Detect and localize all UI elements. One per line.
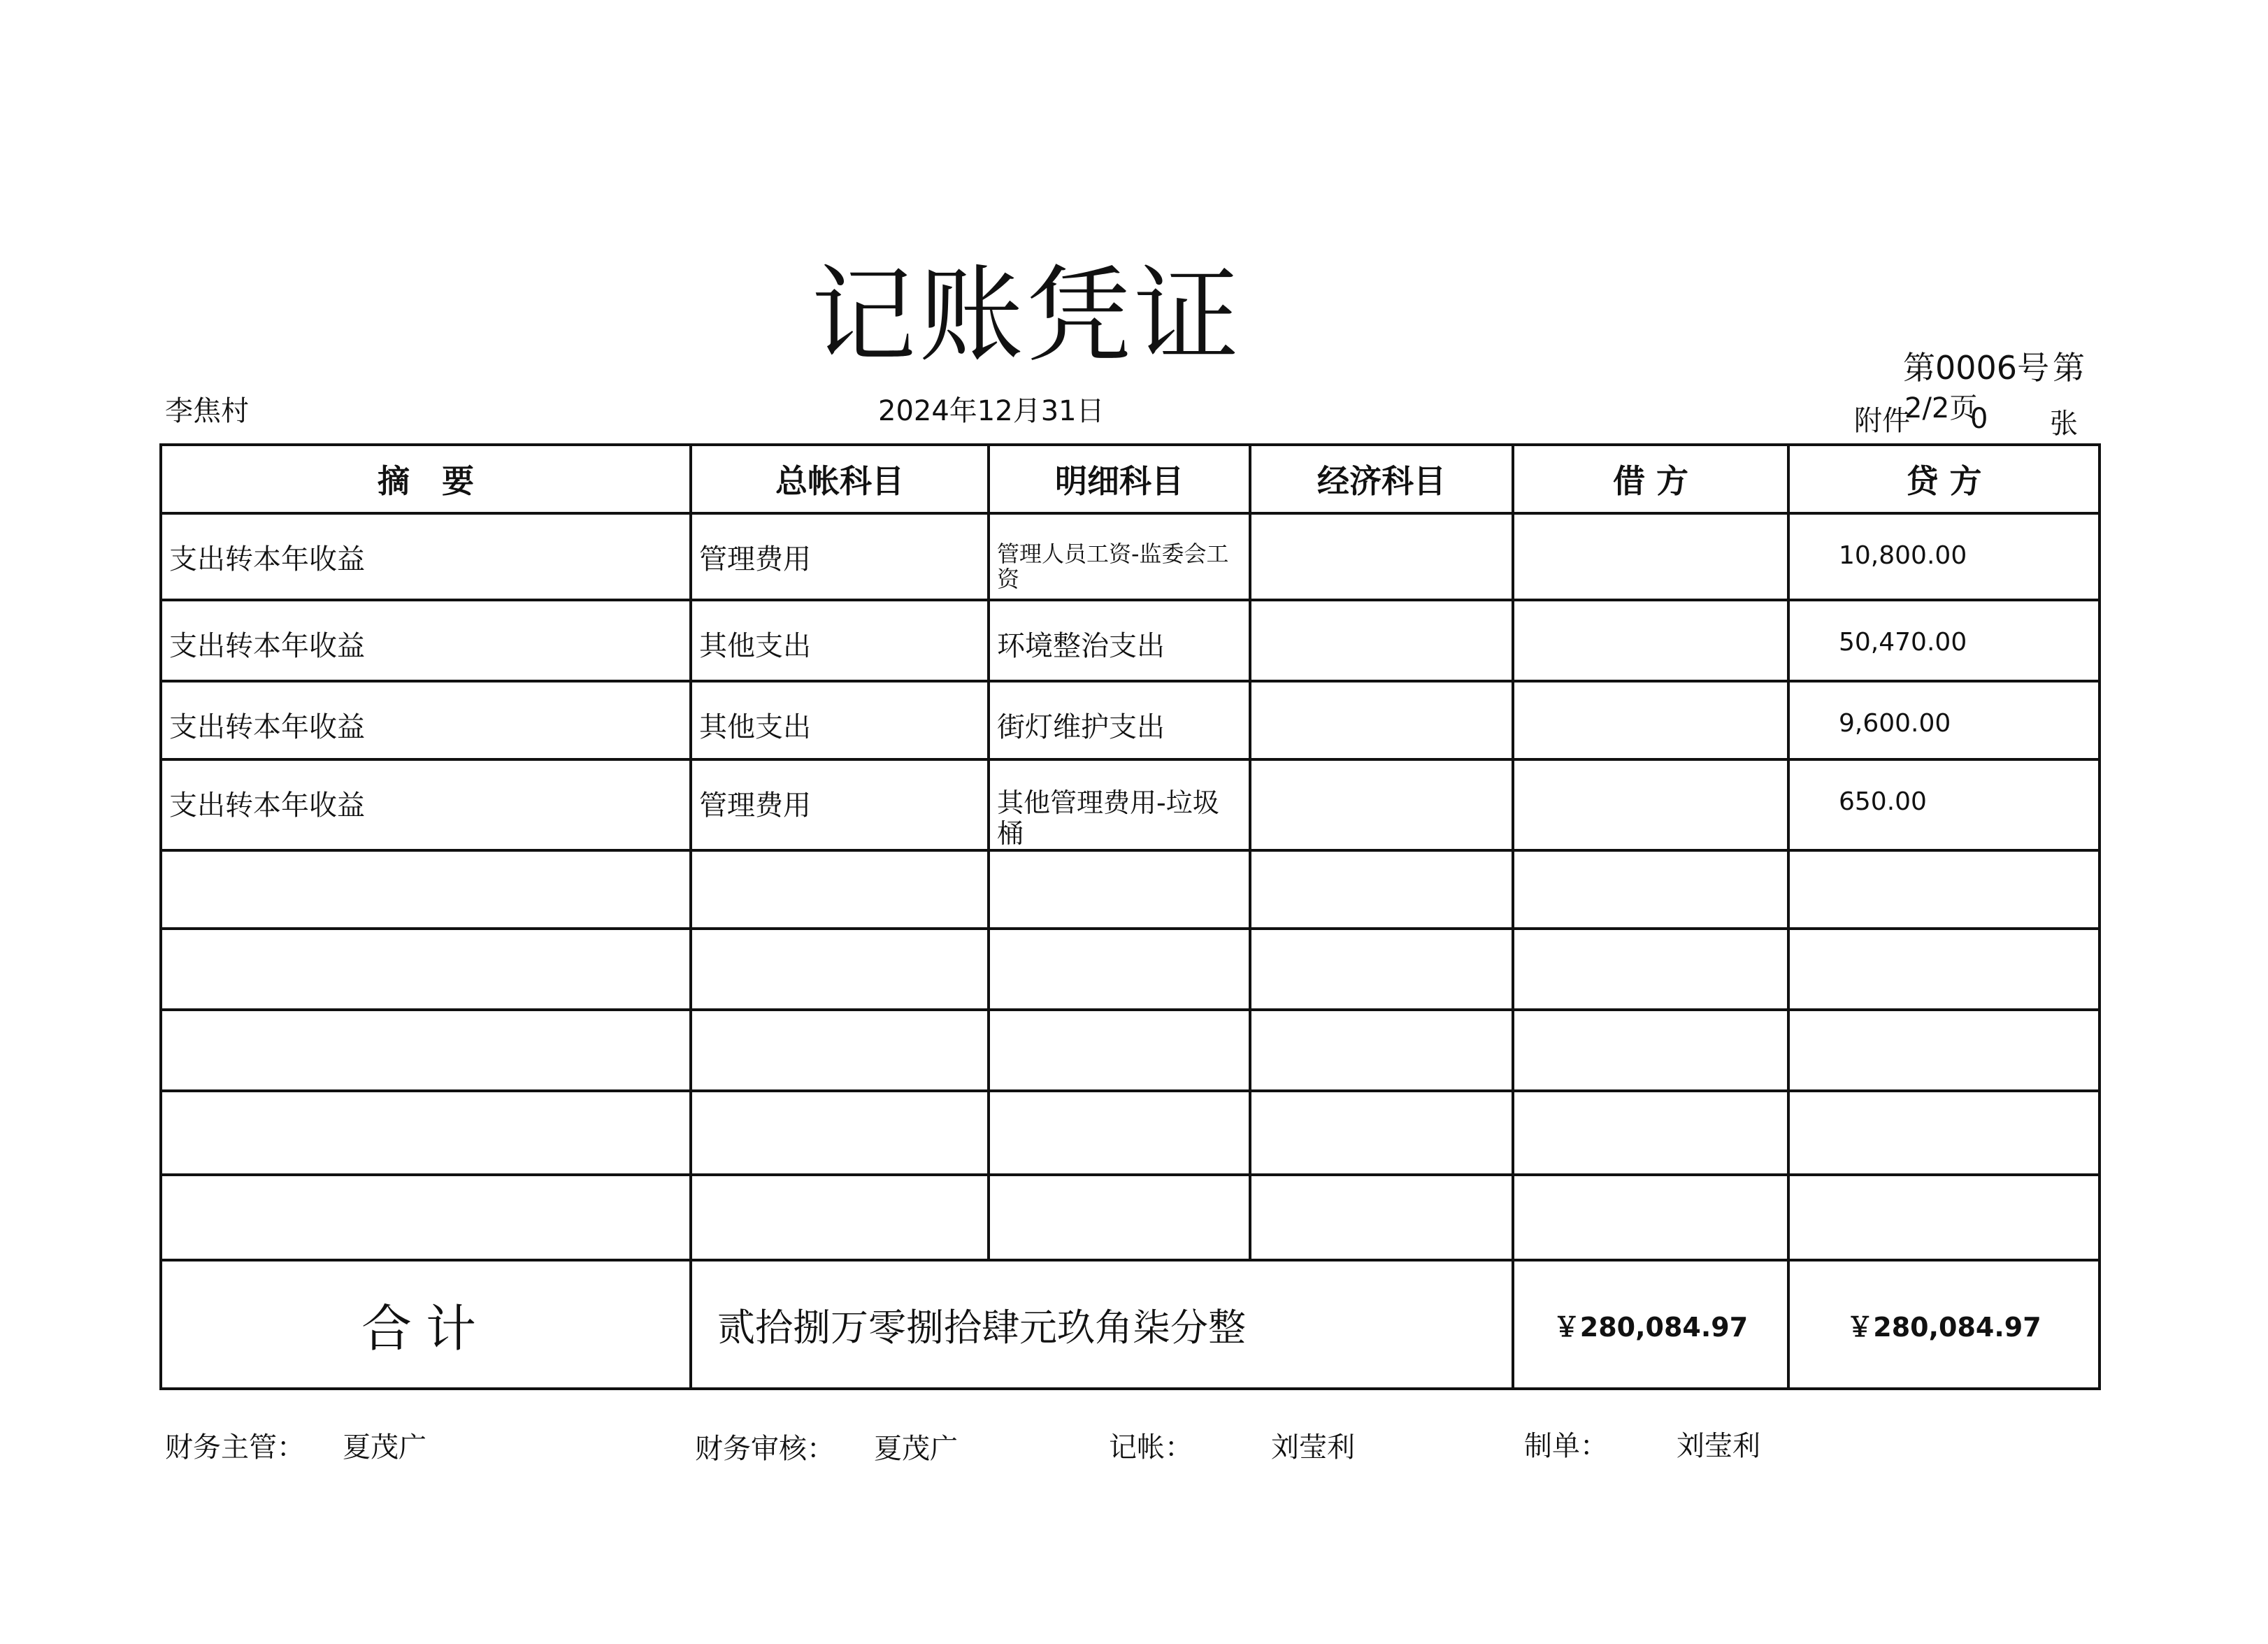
header-debit: 借 方 xyxy=(1513,445,1788,513)
voucher-title: 记账凭证 xyxy=(811,255,1242,377)
header-summary: 摘 要 xyxy=(161,445,691,513)
row-detail-account: 其他管理费用-垃圾桶 xyxy=(997,787,1219,849)
total-label: 合计 xyxy=(161,1260,691,1389)
table-row xyxy=(161,759,2100,850)
page-prefix: 第 xyxy=(2053,349,2085,387)
attachment-unit: 张 xyxy=(2050,408,2078,440)
finance-supervisor-label: 财务主管： xyxy=(165,1431,305,1464)
row-debit xyxy=(1521,682,1780,709)
row-general-account: 管理费用 xyxy=(699,543,811,576)
row-credit: 50,470.00 xyxy=(1839,628,1967,657)
voucher-number: 第0006号 xyxy=(1903,349,2050,387)
preparer-label: 制单： xyxy=(1524,1430,1608,1462)
row-summary: 支出转本年收益 xyxy=(169,789,365,822)
empty-row xyxy=(161,1091,2100,1175)
total-debit: ￥280,084.97 xyxy=(1513,1260,1788,1389)
table-row xyxy=(161,681,2100,759)
total-credit: ￥280,084.97 xyxy=(1788,1260,2100,1389)
empty-row xyxy=(161,929,2100,1010)
attachment-count: 0 xyxy=(1970,403,1988,435)
header-row xyxy=(161,445,2100,513)
row-summary: 支出转本年收益 xyxy=(169,543,365,576)
voucher-date: 2024年12月31日 xyxy=(878,395,1105,427)
total-amount-in-words: 贰拾捌万零捌拾肆元玖角柒分整 xyxy=(691,1260,1513,1389)
row-detail-account: 环境整治支出 xyxy=(997,630,1165,662)
empty-row xyxy=(161,1175,2100,1260)
row-credit: 9,600.00 xyxy=(1839,709,1951,738)
row-detail-account: 管理人员工资-监委会工资 xyxy=(997,541,1229,592)
preparer-name: 刘莹利 xyxy=(1677,1430,1760,1462)
table-row xyxy=(161,600,2100,681)
header-general-account: 总帐科目 xyxy=(691,445,989,513)
row-general-account: 管理费用 xyxy=(699,789,811,822)
finance-review-name: 夏茂广 xyxy=(874,1433,958,1465)
finance-review-label: 财务审核： xyxy=(695,1433,835,1465)
unit-name: 李焦村 xyxy=(165,395,249,427)
row-debit xyxy=(1521,761,1780,787)
empty-row xyxy=(161,850,2100,929)
bookkeeper-label: 记帐： xyxy=(1109,1431,1193,1464)
attachment-label: 附件 xyxy=(1854,405,1910,437)
finance-supervisor-name: 夏茂广 xyxy=(343,1431,426,1464)
row-summary: 支出转本年收益 xyxy=(169,630,365,662)
voucher-table xyxy=(159,443,2101,1390)
row-summary: 支出转本年收益 xyxy=(169,711,365,743)
header-detail-account: 明细科目 xyxy=(989,445,1250,513)
empty-row xyxy=(161,1010,2100,1091)
row-credit: 650.00 xyxy=(1839,787,1927,816)
row-debit xyxy=(1521,515,1780,541)
row-general-account: 其他支出 xyxy=(699,630,811,662)
row-detail-account: 街灯维护支出 xyxy=(997,711,1165,743)
row-economic-account xyxy=(1258,682,1505,705)
table-row xyxy=(161,513,2100,600)
row-economic-account xyxy=(1258,761,1505,783)
row-economic-account xyxy=(1258,601,1505,624)
row-economic-account xyxy=(1258,515,1505,537)
bookkeeper-name: 刘莹利 xyxy=(1271,1431,1355,1464)
header-credit: 贷 方 xyxy=(1788,445,2100,513)
row-debit xyxy=(1521,601,1780,628)
page-number: 2/2页 xyxy=(1904,392,1978,424)
total-row xyxy=(161,1260,2100,1389)
header-economic-account: 经济科目 xyxy=(1250,445,1513,513)
row-credit: 10,800.00 xyxy=(1839,541,1967,570)
row-general-account: 其他支出 xyxy=(699,711,811,743)
